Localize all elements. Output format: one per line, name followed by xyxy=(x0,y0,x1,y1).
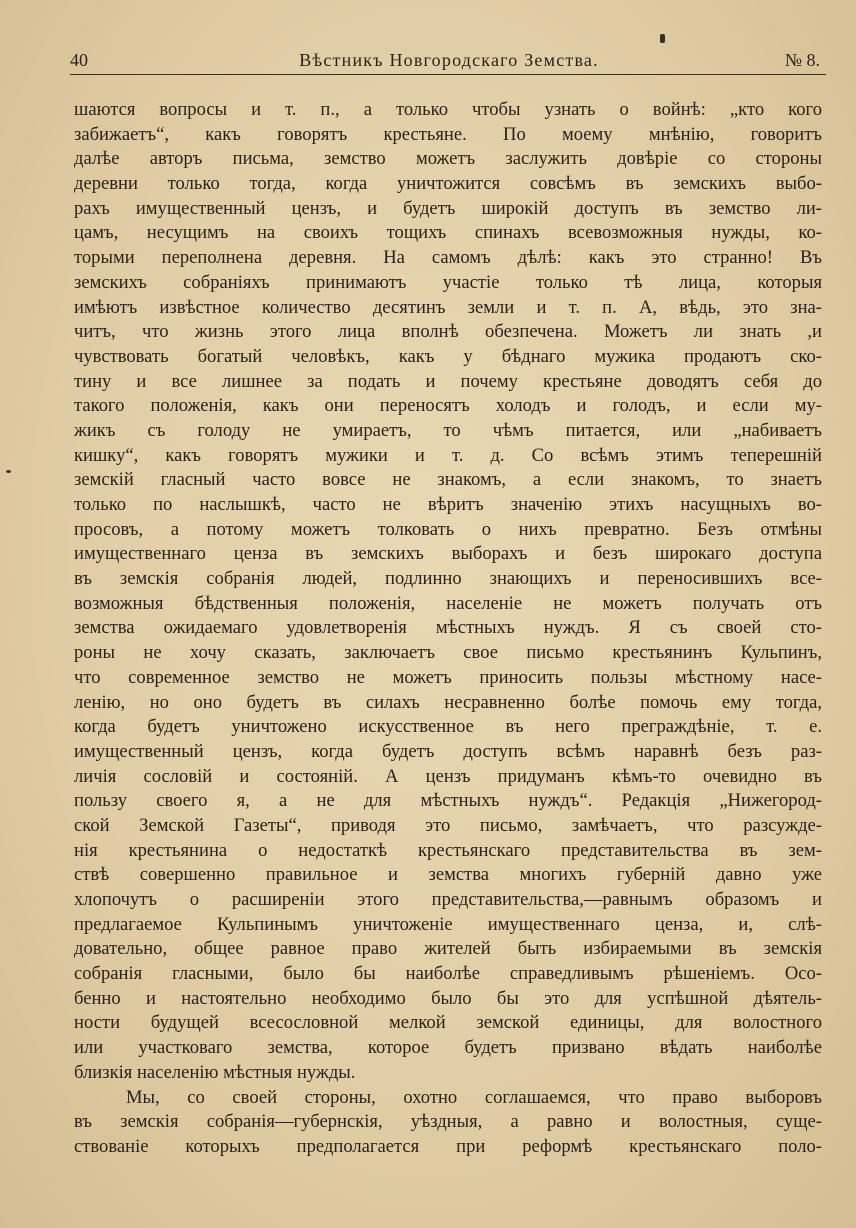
text-line: тину и все лишнее за подать и почему крестьяне доводятъ себя до xyxy=(74,370,822,392)
text-line: просовъ, а потому можетъ толковать о нихъ превратно. Безъ отмѣны xyxy=(74,518,822,540)
text-line: хлопочутъ о расширеніи этого представительства,—равнымъ образомъ и xyxy=(74,889,822,910)
text-line: ности будущей всесословной мелкой земской единицы, для волостного xyxy=(74,1012,822,1034)
text-line: возможныя бѣдственныя положенія, населеніе не можетъ получать отъ xyxy=(74,592,822,614)
running-header xyxy=(70,46,828,76)
text-line: имущественный цензъ, когда будетъ доступъ всѣмъ наравнѣ безъ раз- xyxy=(74,740,822,762)
text-line: нія крестьянина о недостаткѣ крестьянскаго представительства въ зем- xyxy=(74,839,822,861)
text-line: далѣе авторъ письма, земство можетъ заслужить довѣріе со стороны xyxy=(74,148,822,170)
text-line: что современное земство не можетъ приносить пользы мѣстному насе- xyxy=(74,666,822,688)
text-line: цамъ, несущимъ на своихъ тощихъ спинахъ всевозможныя нужды, ко- xyxy=(74,222,822,244)
text-line: въ земскія собранія людей, подлинно знающихъ и переносившихъ все- xyxy=(74,568,822,590)
text-line: земства ожидаемаго удовлетворенія мѣстныхъ нуждъ. Я съ своей сто- xyxy=(74,617,822,639)
text-line: имѣютъ извѣстное количество десятинъ земли и т. п. А, вѣдь, это зна- xyxy=(74,296,822,318)
text-line: имущественнаго ценза въ земскихъ выборахъ и безъ широкаго доступа xyxy=(74,543,822,565)
text-line: такого положенія, какъ они переносятъ холодъ и голодъ, и если му- xyxy=(74,395,822,417)
text-line: земскій гласный часто вовсе не знакомъ, а если знакомъ, то знаетъ xyxy=(74,469,822,491)
text-line: или участковаго земства, которое будетъ призвано вѣдать наиболѣе xyxy=(74,1037,822,1059)
journal-title: Вѣстникъ Новгородскаго Земства. xyxy=(299,50,599,70)
text-line: когда будетъ уничтожено искусственное въ него преграждѣніе, т. е. xyxy=(74,716,822,738)
text-line: въ земскія собранія—губернскія, уѣздныя, а равно и волостныя, суще- xyxy=(74,1111,822,1133)
text-line: роны не хочу сказать, заключаетъ свое письмо крестьянинъ Кульпинъ, xyxy=(74,642,822,664)
text-line: довательно, общее равное право жителей быть избираемыми въ земскія xyxy=(74,938,822,960)
text-line: чувствовать богатый человѣкъ, какъ у бѣднаго мужика продаютъ ско- xyxy=(74,345,822,367)
page-number: 40 xyxy=(70,50,88,70)
header-rule xyxy=(70,74,826,75)
ink-speck xyxy=(660,34,665,43)
text-line: ствованіе которыхъ предполагается при реформѣ крестьянскаго поло- xyxy=(74,1135,822,1157)
text-line: читъ, что жизнь этого лица вполнѣ обезпечена. Можетъ ли знать ,и xyxy=(74,321,822,343)
text-line: ствѣ совершенно правильное и земства многихъ губерній давно уже xyxy=(74,864,822,886)
text-line: близкія населенію мѣстныя нужды. xyxy=(74,1061,356,1083)
text-line: рахъ имущественный цензъ, и будетъ широкій доступъ въ земство ли- xyxy=(74,197,822,219)
text-line: забижаетъ“, какъ говорятъ крестьяне. По моему мнѣнію, говоритъ xyxy=(74,123,822,145)
text-line: только по наслышкѣ, часто не вѣритъ значенію этихъ насущныхъ во- xyxy=(74,494,822,515)
ink-speck xyxy=(6,470,11,473)
text-line: земскихъ собраніяхъ принимаютъ участіе только тѣ лица, которыя xyxy=(74,271,822,293)
text-line: ленію, но оно будетъ въ силахъ несравненно болѣе помочь ему тогда, xyxy=(74,691,822,713)
text-line: ской Земской Газеты“, приводя это письмо, замѣчаетъ, что разсужде- xyxy=(74,814,822,836)
text-line: кишку“, какъ говорятъ мужики и т. д. Со всѣмъ этимъ теперешній xyxy=(74,444,822,466)
text-line: торыми переполнена деревня. На самомъ дѣлѣ: какъ это странно! Въ xyxy=(74,247,822,269)
text-line: личія сословій и состояній. А цензъ придуманъ кѣмъ-то очевидно въ xyxy=(74,765,822,787)
issue-number: № 8. xyxy=(784,50,820,70)
text-line: собранія гласными, было бы наиболѣе справедливымъ рѣшеніемъ. Осо- xyxy=(74,963,822,985)
text-line: предлагаемое Кульпинымъ уничтоженіе имущественнаго ценза, и, слѣ- xyxy=(74,913,822,935)
text-line: шаются вопросы и т. п., а только чтобы узнать о войнѣ: „кто кого xyxy=(74,99,822,120)
body-text xyxy=(74,98,822,1160)
text-line: бенно и настоятельно необходимо было бы это для успѣшной дѣятель- xyxy=(74,987,822,1009)
text-line: Мы, со своей стороны, охотно соглашаемся, что право выборовъ xyxy=(126,1086,822,1108)
text-line: жикъ съ голоду не умираетъ, то чѣмъ питается, или „набиваетъ xyxy=(74,419,822,441)
text-line: деревни только тогда, когда уничтожится совсѣмъ въ земскихъ выбо- xyxy=(74,173,822,195)
text-line: пользу своего я, а не для мѣстныхъ нуждъ“. Редакція „Нижегород- xyxy=(74,790,822,812)
